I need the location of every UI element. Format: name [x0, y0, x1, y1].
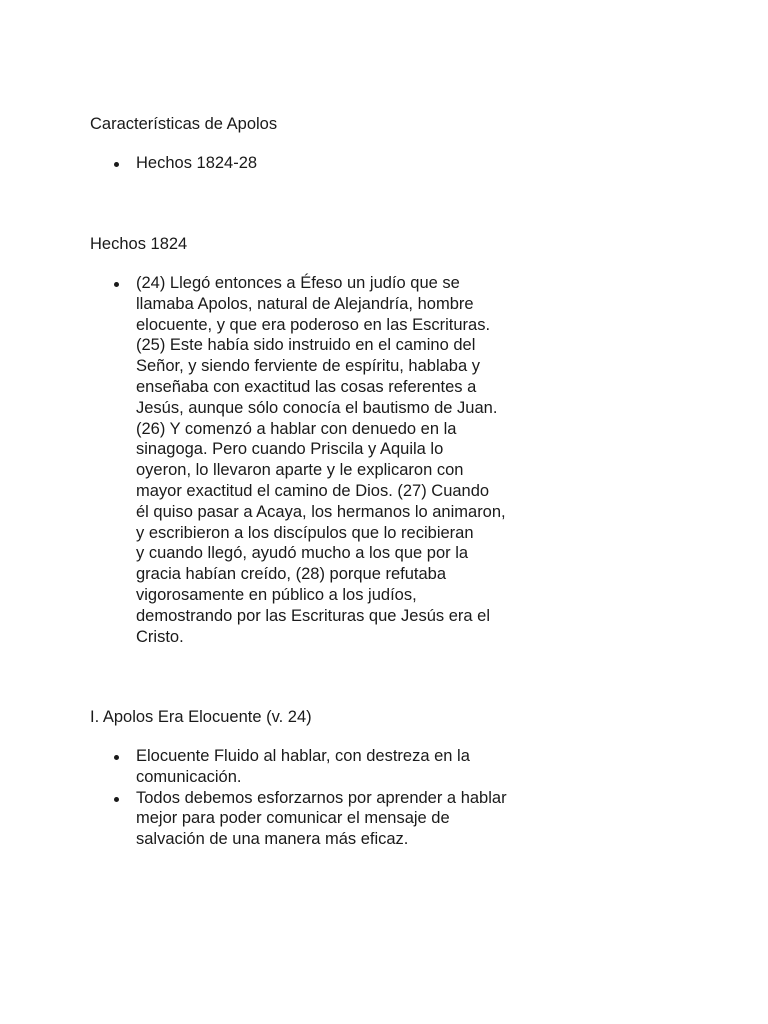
heading-caracteristicas: Características de Apolos — [90, 115, 278, 133]
heading-apolos-elocuente: I. Apolos Era Elocuente (v. 24) — [90, 708, 312, 726]
passage-line: Cristo. — [136, 627, 184, 646]
passage-line: (26) Y comenzó a hablar con denuedo en la — [136, 419, 457, 438]
bullet-line: Todos debemos esforzarnos por aprender a hablar — [136, 788, 507, 807]
list-item — [90, 746, 507, 788]
bullet-icon — [114, 797, 119, 802]
bullet-icon — [114, 755, 119, 760]
list-item-passage — [90, 273, 506, 647]
passage-line: y escribieron a los discípulos que lo recibieran — [136, 523, 474, 542]
bullet-line: mejor para poder comunicar el mensaje de — [136, 809, 450, 828]
heading-hechos: Hechos 1824 — [90, 235, 188, 253]
passage-line: oyeron, lo llevaron aparte y le explicaron con — [136, 461, 464, 480]
passage-line: (25) Este había sido instruido en el camino del — [136, 336, 476, 355]
bullet-text: Hechos 1824-28 — [136, 154, 258, 172]
bullet-list-passage — [90, 273, 506, 647]
bullet-line: salvación de una manera más eficaz. — [136, 830, 409, 849]
bullet-line: comunicación. — [136, 767, 242, 786]
passage-line: demostrando por las Escrituras que Jesús era el — [136, 606, 491, 625]
bullet-list-references — [90, 153, 257, 174]
passage-line: él quiso pasar a Acaya, los hermanos lo animaron, — [136, 502, 506, 521]
passage-line: sinagoga. Pero cuando Priscila y Aquila lo — [136, 440, 444, 459]
list-item — [90, 153, 257, 174]
bullet-icon — [114, 282, 119, 287]
passage-line: Señor, y siendo ferviente de espíritu, hablaba y — [136, 357, 480, 376]
bullet-icon — [114, 162, 119, 167]
bullet-list-elocuente — [90, 746, 507, 850]
passage-line: gracia habían creído, (28) porque refutaba — [136, 565, 447, 584]
passage-line: mayor exactitud el camino de Dios. (27) Cuando — [136, 481, 490, 500]
passage-line: Jesús, aunque sólo conocía el bautismo de Juan. — [136, 398, 498, 417]
passage-line: llamaba Apolos, natural de Alejandría, hombre — [136, 294, 474, 313]
passage-line: vigorosamente en público a los judíos, — [136, 585, 417, 604]
passage-line: elocuente, y que era poderoso en las Escrituras. — [136, 315, 491, 334]
bullet-line: Elocuente Fluido al hablar, con destreza en la — [136, 747, 470, 765]
passage-line: (24) Llegó entonces a Éfeso un judío que se — [136, 274, 460, 292]
list-item — [90, 788, 507, 850]
passage-line: y cuando llegó, ayudó mucho a los que por la — [136, 544, 469, 563]
passage-line: enseñaba con exactitud las cosas referentes a — [136, 377, 477, 396]
